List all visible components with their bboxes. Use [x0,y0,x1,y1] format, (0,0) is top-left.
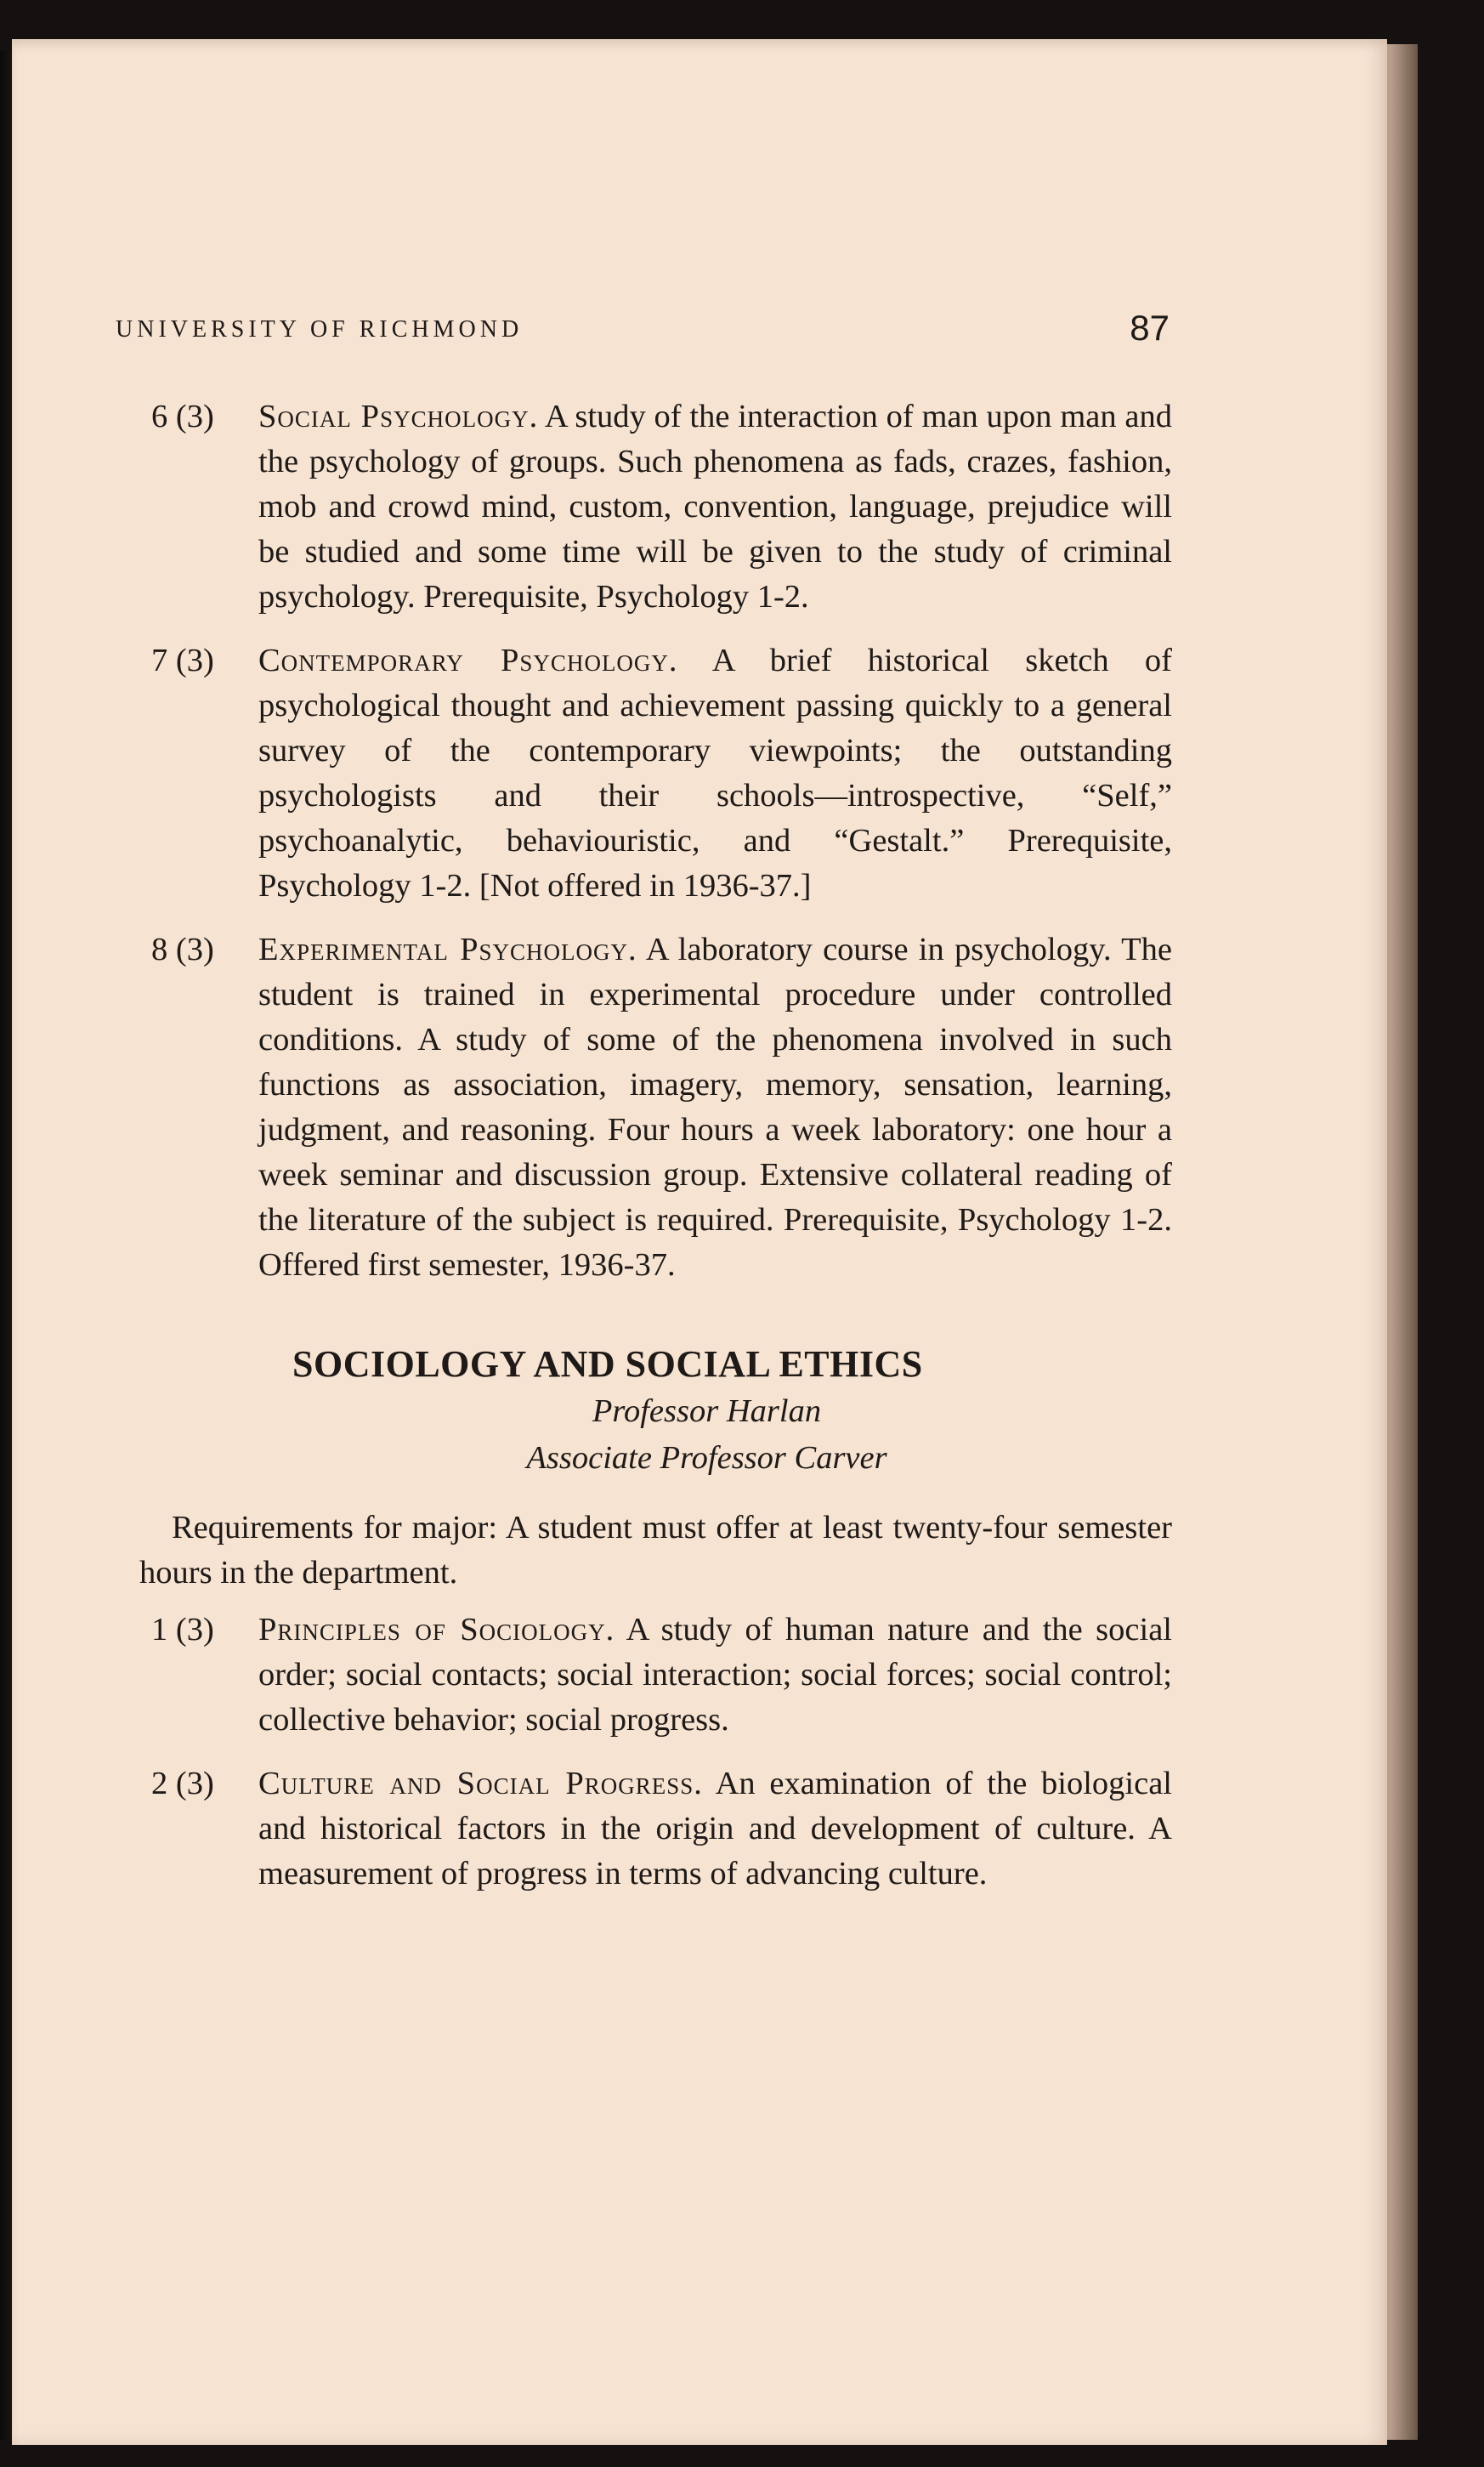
running-head [116,308,1170,350]
course-description: A laboratory course in psychology. The student is trained in experimental procedure under controlled conditions. A study of some of the phenomena involved in such functions as association, imagery, memory, sensation, learning, judgment, and reasoning. Four hours a week laboratory: one hour a week seminar and discussion group. Extensive collateral reading of the literature of the subject is required. Prerequisite, Psychology 1-2. Offered first semester, 1936-37. [258,932,1172,1283]
course-title: Culture and Social Progress. [258,1766,703,1801]
course-description: A study of the interaction of man upon man and the psychology of groups. Such phenomena as fads, crazes, fashion, mob and crowd mind, custom, convention, language, prejudice will be studied and some time will be given to the study of criminal psychology. Prerequisite, Psychology 1-2. [258,399,1172,615]
course-description: An examination of the biological and historical factors in the origin and development of culture. A measurement of progress in terms of advancing culture. [258,1766,1172,1891]
course-title: Social Psychology. [258,399,539,434]
course-entry-psych-6 [139,394,1172,620]
course-entry-psych-8 [139,927,1172,1288]
course-description: A study of human nature and the social order; social contacts; social interaction; social forces; social control; collective behavior; social progress. [258,1612,1172,1738]
section-heading: SOCIOLOGY AND SOCIAL ETHICS [292,1343,923,1385]
course-entry-soc-1 [139,1608,1172,1743]
course-title: Experimental Psychology. [258,932,637,967]
faculty-professor: Professor Harlan [592,1393,822,1429]
course-number: 6 (3) [151,399,214,434]
faculty-associate-professor: Associate Professor Carver [526,1440,887,1476]
course-title: Principles of Sociology. [258,1612,615,1648]
course-entry-soc-2 [139,1761,1172,1897]
course-number: 8 (3) [151,932,214,967]
course-title: Contemporary Psychology. [258,643,678,678]
book-page [12,39,1387,2445]
course-entry-psych-7 [139,638,1172,909]
page-content [139,394,1172,1915]
running-title: UNIVERSITY OF RICHMOND [116,316,524,343]
course-number: 1 (3) [151,1612,214,1648]
course-description: A brief historical sketch of psychological thought and achievement passing quickly to a general survey of the contemporary viewpoints; the outstanding psychologists and their schools—introspective, “Self,” psychoanalytic, behaviouristic, and “Gestalt.” Prerequisite, Psychology 1-2. [Not offered in 1936-37.] [258,643,1172,904]
course-number: 2 (3) [151,1766,214,1801]
major-requirements: Requirements for major: A student must offer at least twenty-four semester hours in the department. [139,1510,1172,1591]
course-number: 7 (3) [151,643,214,678]
page-number: 87 [1130,308,1170,348]
